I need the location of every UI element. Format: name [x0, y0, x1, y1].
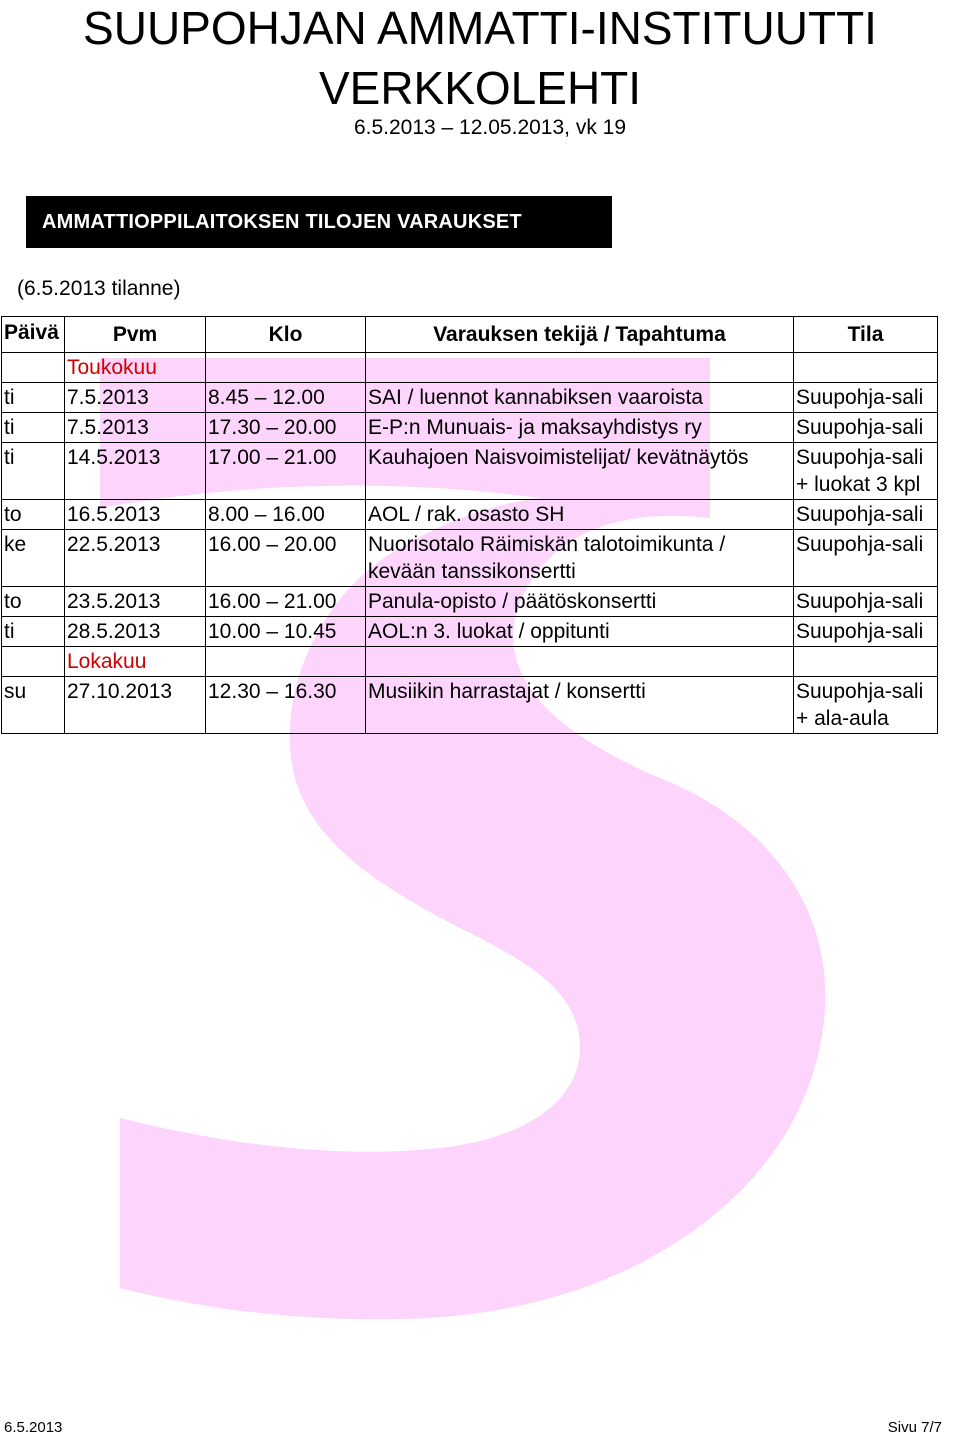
cell-date: 28.5.2013	[65, 617, 206, 647]
cell-event: SAI / luennot kannabiksen vaaroista	[366, 383, 794, 413]
cell-day: to	[2, 587, 65, 617]
table-row	[2, 443, 938, 500]
cell-place-line1: Suupohja-sali	[796, 680, 924, 703]
cell-event: AOL / rak. osasto SH	[366, 500, 794, 530]
cell-event: Musiikin harrastajat / konsertti	[366, 677, 794, 734]
cell-place	[794, 443, 938, 500]
section-banner: AMMATTIOPPILAITOKSEN TILOJEN VARAUKSET	[26, 196, 612, 248]
cell-place: Suupohja-sali	[794, 413, 938, 443]
cell-day: ti	[2, 617, 65, 647]
header-time: Klo	[206, 317, 366, 353]
cell-event-line1: Nuorisotalo Räimiskän talotoimikunta /	[368, 533, 726, 556]
cell-place: Suupohja-sali	[794, 617, 938, 647]
page-title-line1: SUUPOHJAN AMMATTI-INSTITUUTTI	[83, 2, 877, 54]
cell-place: Suupohja-sali	[794, 500, 938, 530]
reservations-table	[1, 316, 938, 734]
header-event: Varauksen tekijä / Tapahtuma	[366, 317, 794, 353]
cell-date: 23.5.2013	[65, 587, 206, 617]
cell-event: E-P:n Munuais- ja maksayhdistys ry	[366, 413, 794, 443]
cell-time: 10.00 – 10.45	[206, 617, 366, 647]
page-number: Sivu 7/7	[887, 1419, 942, 1436]
cell-date: 22.5.2013	[65, 530, 206, 587]
table-header-row	[2, 317, 938, 353]
table-row	[2, 587, 938, 617]
cell-time: 8.45 – 12.00	[206, 383, 366, 413]
cell-day: to	[2, 500, 65, 530]
cell-place: Suupohja-sali	[794, 587, 938, 617]
cell-place: Suupohja-sali	[794, 530, 938, 587]
cell-day: ti	[2, 413, 65, 443]
cell-date: 16.5.2013	[65, 500, 206, 530]
cell-day: ti	[2, 383, 65, 413]
cell-time: 17.30 – 20.00	[206, 413, 366, 443]
month-row	[2, 647, 938, 677]
cell-place-line2: + ala-aula	[796, 707, 889, 730]
cell-date: 27.10.2013	[65, 677, 206, 734]
cell-event: Kauhajoen Naisvoimistelijat/ kevätnäytös	[366, 443, 794, 500]
table-row	[2, 500, 938, 530]
table-row	[2, 413, 938, 443]
cell-time: 16.00 – 21.00	[206, 587, 366, 617]
cell-time: 12.30 – 16.30	[206, 677, 366, 734]
table-row	[2, 677, 938, 734]
cell-date: 14.5.2013	[65, 443, 206, 500]
page-title-line2: VERKKOLEHTI	[318, 62, 642, 114]
cell-day: su	[2, 677, 65, 734]
month-label: Lokakuu	[65, 647, 206, 677]
cell-time: 8.00 – 16.00	[206, 500, 366, 530]
cell-event-line2: kevään tanssikonsertti	[368, 560, 576, 583]
cell-place-line2: + luokat 3 kpl	[796, 473, 921, 496]
cell-time: 17.00 – 21.00	[206, 443, 366, 500]
header-date: Pvm	[65, 317, 206, 353]
cell-day: ke	[2, 530, 65, 587]
month-row	[2, 353, 938, 383]
table-row	[2, 617, 938, 647]
header-day: Päivä	[2, 317, 65, 353]
cell-event: Panula-opisto / päätöskonsertti	[366, 587, 794, 617]
cell-time: 16.00 – 20.00	[206, 530, 366, 587]
table-row	[2, 383, 938, 413]
cell-day: ti	[2, 443, 65, 500]
cell-place: Suupohja-sali	[794, 383, 938, 413]
cell-place	[794, 677, 938, 734]
header-place: Tila	[794, 317, 938, 353]
month-label: Toukokuu	[65, 353, 206, 383]
cell-event	[366, 530, 794, 587]
date-range: 6.5.2013 – 12.05.2013, vk 19	[353, 116, 627, 139]
status-note: (6.5.2013 tilanne)	[17, 277, 181, 300]
footer-date: 6.5.2013	[4, 1419, 63, 1436]
cell-date: 7.5.2013	[65, 413, 206, 443]
cell-place-line1: Suupohja-sali	[796, 446, 924, 469]
cell-date: 7.5.2013	[65, 383, 206, 413]
table-row	[2, 530, 938, 587]
cell-event: AOL:n 3. luokat / oppitunti	[366, 617, 794, 647]
